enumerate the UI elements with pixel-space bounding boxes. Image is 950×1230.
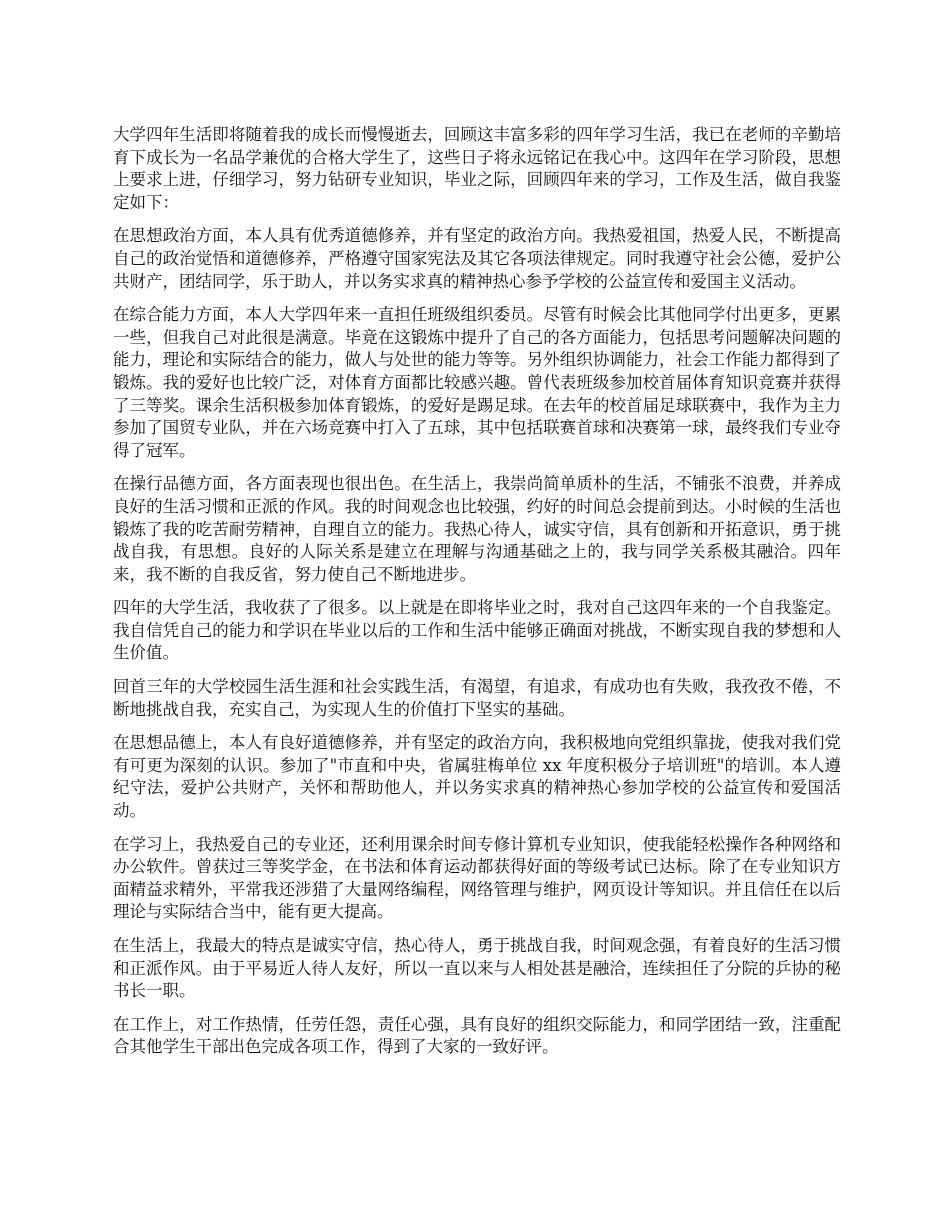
paragraph-life: 在生活上，我最大的特点是诚实守信，热心待人，勇于挑战自我，时间观念强，有着良好的生活习惯和正派作风。由于平易近人待人友好，所以一直以来与人相处甚是融洽，连续担任了分院的乒协的秘书长一职。 xyxy=(113,936,841,1001)
paragraph-study: 在学习上，我热爱自己的专业还，还利用课余时间专修计算机专业知识，使我能轻松操作各种网络和办公软件。曾获过三等奖学金，在书法和体育运动都获得好面的等级考试已达标。除了在专业知识方面精益求精外，平常我还涉猎了大量网络编程，网络管理与维护，网页设计等知识。并且信任在以后理论与实际结合当中，能有更大提高。 xyxy=(113,834,841,922)
paragraph-summary: 四年的大学生活，我收获了了很多。以上就是在即将毕业之时，我对自己这四年来的一个自我鉴定。我自信凭自己的能力和学识在毕业以后的工作和生活中能够正确面对挑战，不断实现自我的梦想和人生价值。 xyxy=(113,598,841,663)
paragraph-conduct: 在操行品德方面，各方面表现也很出色。在生活上，我崇尚简单质朴的生活，不铺张不浪费，并养成良好的生活习惯和正派的作风。我的时间观念也比较强，约好的时间总会提前到达。小时候的生活也锻炼了我的吃苦耐劳精神，自理自立的能力。我热心待人，诚实守信，具有创新和开拓意识，勇于挑战自我，有思想。良好的人际关系是建立在理解与沟通基础之上的，我与同学关系极其融洽。四年来，我不断的自我反省，努力使自己不断地进步。 xyxy=(113,474,841,584)
paragraph-moral: 在思想品德上，本人有良好道德修养，并有坚定的政治方向，我积极地向党组织靠拢，使我对我们党有可更为深刻的认识。参加了"市直和中央，省属驻梅单位 xx 年度积极分子培训班"的培训。本人遵纪守法，爱护公共财产，关怀和帮助他人，并以务实求真的精神热心参加学校的公益宣传和爱国活动。 xyxy=(113,733,841,821)
paragraph-work: 在工作上，对工作热情，任劳任怨，责任心强，具有良好的组织交际能力，和同学团结一致，注重配合其他学生干部出色完成各项工作，得到了大家的一致好评。 xyxy=(113,1014,841,1057)
paragraph-ability: 在综合能力方面，本人大学四年来一直担任班级组织委员。尽管有时候会比其他同学付出更多，更累一些，但我自己对此很是满意。毕竟在这锻炼中提升了自己的各方面能力，包括思考问题解决问题的能力，理论和实际结合的能力，做人与处世的能力等等。另外组织协调能力，社会工作能力都得到了锻炼。我的爱好也比较广泛，对体育方面都比较感兴趣。曾代表班级参加校首届体育知识竞赛并获得了三等奖。课余生活积极参加体育锻炼，的爱好是踢足球。在去年的校首届足球联赛中，我作为主力参加了国贸专业队，并在六场竞赛中打入了五球，其中包括联赛首球和决赛第一球，最终我们专业夺得了冠军。 xyxy=(113,305,841,460)
paragraph-political: 在思想政治方面，本人具有优秀道德修养，并有坚定的政治方向。我热爱祖国，热爱人民，不断提高自己的政治觉悟和道德修养，严格遵守国家宪法及其它各项法律规定。同时我遵守社会公德，爱护公共财产，团结同学，乐于助人，并以务实求真的精神热心参予学校的公益宣传和爱国主义活动。 xyxy=(113,226,841,291)
paragraph-retrospect: 回首三年的大学校园生活生涯和社会实践生活，有渴望，有追求，有成功也有失败，我孜孜不倦，不断地挑战自我，充实自己，为实现人生的价值打下坚实的基础。 xyxy=(113,677,841,719)
paragraph-intro: 大学四年生活即将随着我的成长而慢慢逝去，回顾这丰富多彩的四年学习生活，我已在老师的辛勤培育下成长为一名品学兼优的合格大学生了，这些日子将永远铭记在我心中。这四年在学习阶段，思想上要求上进，仔细学习，努力钻研专业知识，毕业之际，回顾四年来的学习，工作及生活，做自我鉴定如下： xyxy=(113,125,841,212)
document-body xyxy=(113,124,841,1070)
